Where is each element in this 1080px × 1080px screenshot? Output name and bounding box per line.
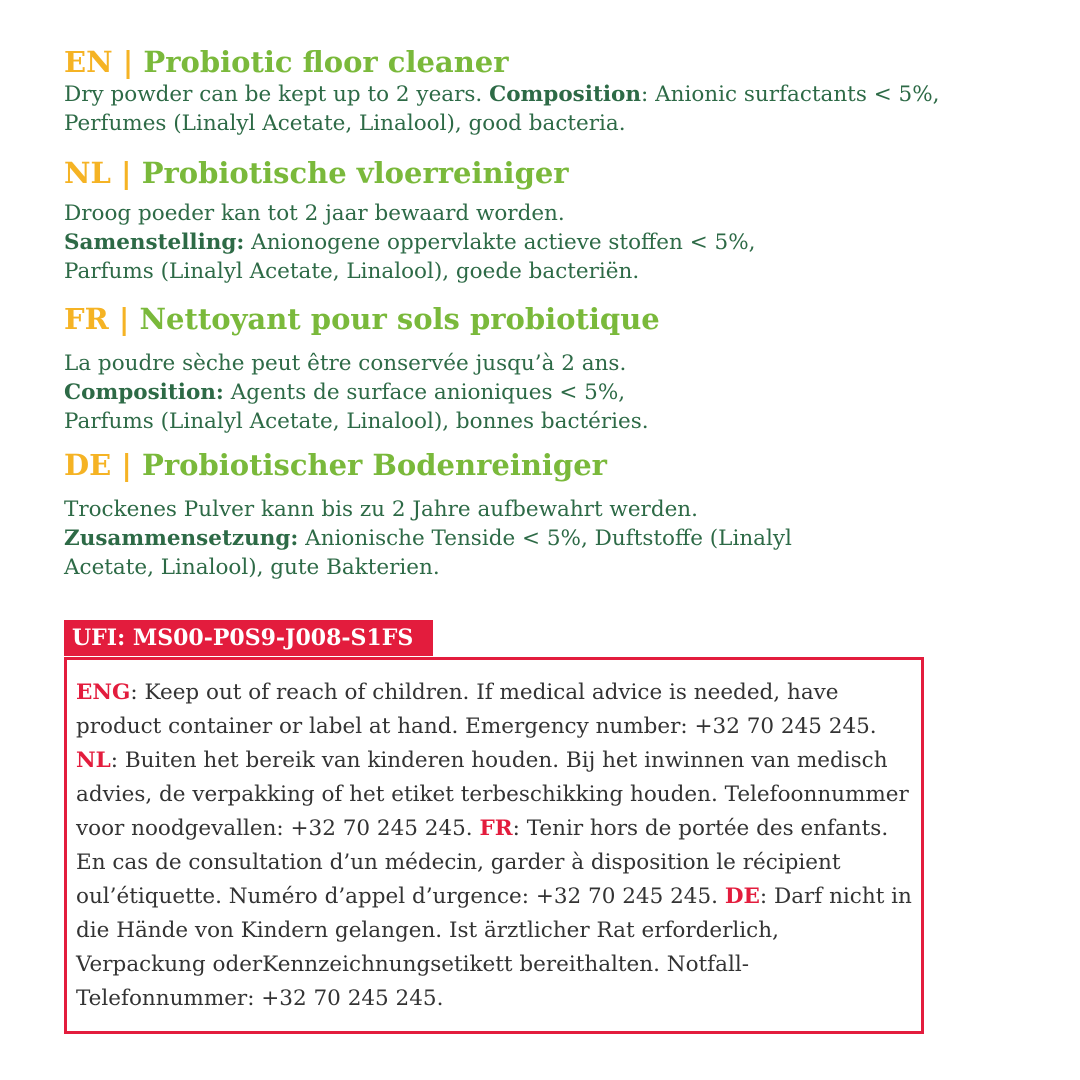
body-line: Parfums (Linalyl Acetate, Linalool), bonnes bactéries. (64, 409, 649, 434)
composition-label: Zusammensetzung: (64, 526, 299, 551)
section-fr (64, 301, 1024, 436)
body-line (64, 524, 1024, 553)
section-heading (64, 447, 1024, 483)
composition-label: Composition: (64, 380, 224, 405)
storage-text: La poudre sèche peut être conservée jusqu’à 2 ans. (64, 351, 627, 376)
body-line (64, 80, 1024, 109)
lang-code: NL (64, 156, 111, 190)
section-nl (64, 155, 1024, 286)
section-body (64, 199, 1024, 286)
section-en (64, 44, 1024, 138)
storage-text: Trockenes Pulver kann bis zu 2 Jahre aufbewahrt werden. (64, 497, 698, 522)
warning-lang-code-nl: NL (76, 748, 111, 773)
product-title: Probiotic floor cleaner (143, 45, 509, 79)
heading-separator: | (121, 156, 132, 190)
warning-lang-code-fr: FR (479, 816, 513, 841)
body-line: Acetate, Linalool), gute Bakterien. (64, 555, 440, 580)
warning-text-eng: : Keep out of reach of children. If medical advice is needed, have product container or label at hand. Emergency number: +32 70 245 245. (76, 680, 877, 739)
warning-text-fr: : Tenir hors de portée des enfants. En cas de consultation d’un médecin, garder à disposition le récipient oul’étiquette. Numéro d’appel d’urgence: +32 70 245 245. (76, 816, 889, 909)
composition-label: Composition (489, 82, 642, 107)
ufi-code-banner: UFI: MS00-P0S9-J008-S1FS (64, 620, 433, 656)
composition-text: Agents de surface anioniques < 5%, (223, 380, 626, 405)
warning-text-de: : Darf nicht in die Hände von Kindern gelangen. Ist ärztlicher Rat erforderlich, Verpackung oderKennzeichnungsetikett bereithalten. Notfall-Telefonnummer: +32 70 245 245. (76, 884, 912, 1011)
section-body (64, 80, 1024, 138)
section-de (64, 447, 1024, 582)
composition-label: Samenstelling: (64, 230, 245, 255)
section-heading (64, 301, 1024, 337)
section-heading (64, 155, 1024, 191)
product-title: Probiotische vloerreiniger (141, 156, 569, 190)
warning-lang-code-eng: ENG (76, 680, 131, 705)
warning-lang-code-de: DE (724, 884, 760, 909)
lang-code: DE (64, 448, 112, 482)
heading-separator: | (118, 302, 130, 336)
body-line (64, 378, 1024, 407)
storage-text: Droog poeder kan tot 2 jaar bewaard worden. (64, 201, 565, 226)
section-body (64, 495, 1024, 582)
storage-text: Dry powder can be kept up to 2 years. (64, 82, 490, 107)
body-line: Parfums (Linalyl Acetate, Linalool), goede bacteriën. (64, 259, 640, 284)
lang-code: FR (64, 302, 109, 336)
product-title: Nettoyant pour sols probiotique (139, 302, 660, 336)
lang-code: EN (64, 45, 113, 79)
body-line: Perfumes (Linalyl Acetate, Linalool), good bacteria. (64, 111, 626, 136)
safety-warning-text (76, 676, 913, 1016)
safety-warning-box (64, 657, 924, 1034)
heading-separator: | (121, 448, 132, 482)
composition-text: : Anionic surfactants < 5%, (641, 82, 940, 107)
composition-text: Anionische Tenside < 5%, Duftstoffe (Linalyl (298, 526, 792, 551)
section-heading (64, 44, 1024, 80)
composition-text: Anionogene oppervlakte actieve stoffen < 5%, (244, 230, 756, 255)
section-body (64, 349, 1024, 436)
heading-separator: | (122, 45, 134, 79)
body-line (64, 228, 1024, 257)
product-title: Probiotischer Bodenreiniger (142, 448, 607, 482)
warning-text-nl: : Buiten het bereik van kinderen houden. Bij het inwinnen van medisch advies, de verpakking of het etiket terbeschikking houden. Telefoonnummer voor noodgevallen: +32 70 245 245. (76, 748, 909, 841)
